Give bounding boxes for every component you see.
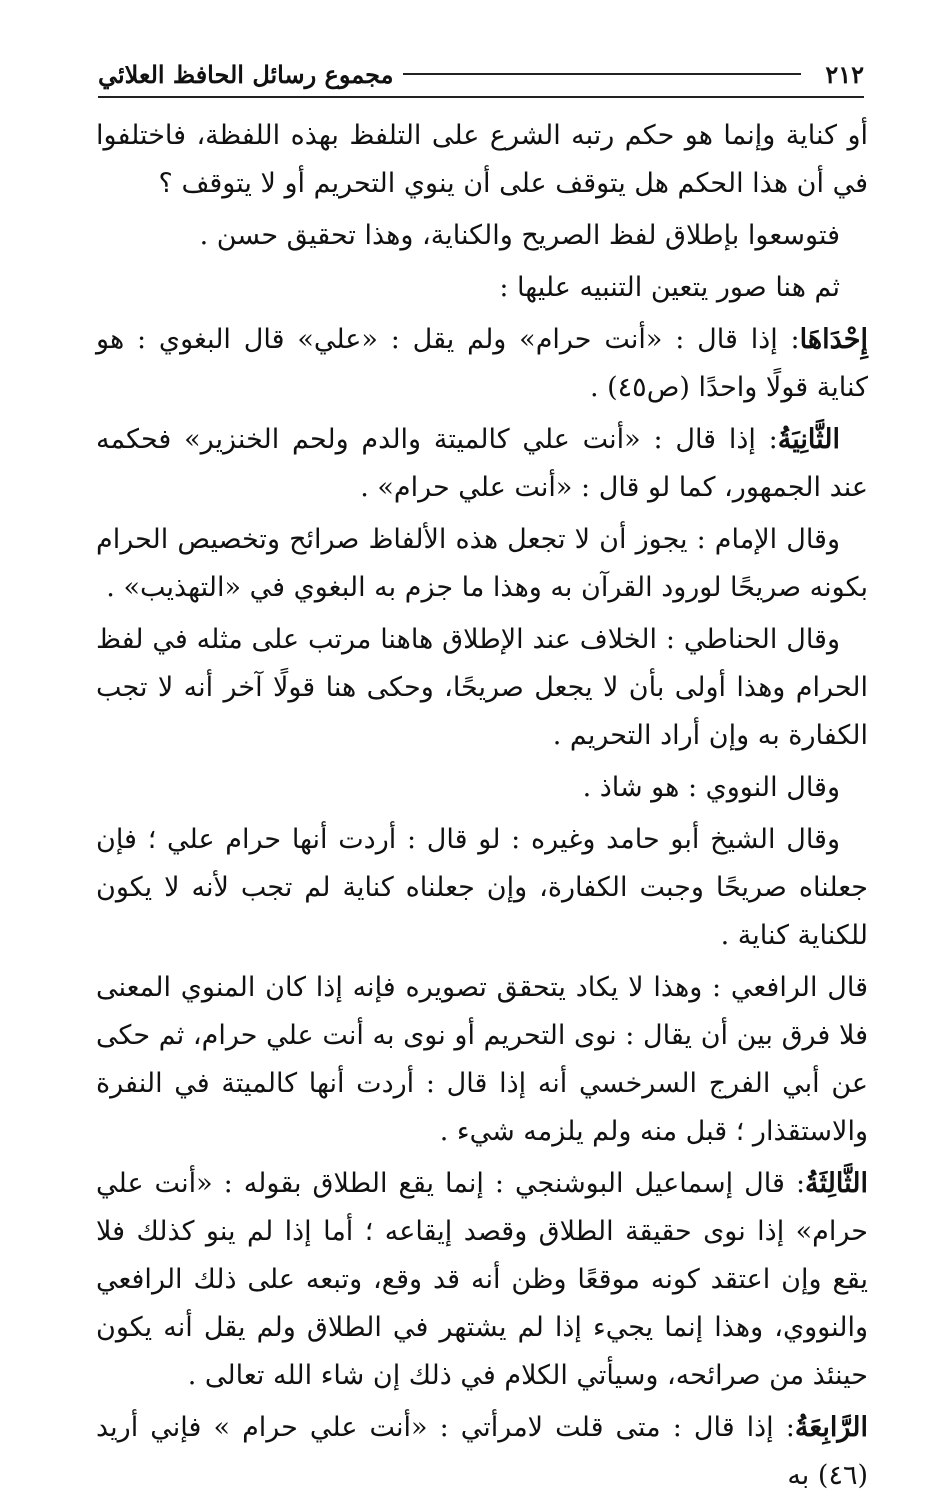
paragraph-text: قال الرافعي : وهذا لا يكاد يتحقق تصويره فإنه إذا كان المنوي المعنى فلا فرق بين أن يقال : نوى التحريم أو نوى به أنت علي حرام، ثم حكى عن أبي الفرج السرخسي أنه إذا قال : أردت أنها كالميتة في النفرة والاستقذار ؛ قبل منه ولم يلزمه شيء . — [96, 972, 868, 1147]
paragraph — [96, 816, 868, 960]
paragraph-lead: الثَّانِيَةُ — [777, 424, 840, 455]
paragraph — [96, 764, 868, 812]
running-header — [98, 52, 864, 98]
paragraph — [96, 1160, 868, 1400]
paragraph — [96, 264, 868, 312]
paragraph-text: : إذا قال : متى قلت لامرأتي : «أنت علي حرام » فإني أريد (٤٦) به — [96, 1412, 868, 1491]
page-number: ٢١٢ — [825, 59, 864, 89]
paragraph-text: وقال الحناطي : الخلاف عند الإطلاق هاهنا مرتب على مثله في لفظ الحرام وهذا أولى بأن لا يجعل صريحًا، وحكى هنا قولًا آخر أنه لا تجب الكفارة به وإن أراد التحريم . — [96, 624, 868, 751]
paragraph-text: وقال النووي : هو شاذ . — [582, 772, 840, 803]
paragraph — [96, 616, 868, 760]
page-body — [96, 112, 868, 1504]
paragraph-text: : قال إسماعيل البوشنجي : إنما يقع الطلاق بقوله : «أنت علي حرام» إذا نوى حقيقة الطلاق وقصد إيقاعه ؛ أما إذا لم ينو كذلك فلا يقع وإن اعتقد كونه موقعًا وظن أنه قد وقع، وتبعه على ذلك الرافعي والنووي، وهذا إنما يجيء إذا لم يشتهر في الطلاق ولم يقل أنه يكون حينئذ من صرائحه، وسيأتي الكلام في ذلك إن شاء الله تعالى . — [96, 1168, 868, 1391]
paragraph — [96, 964, 868, 1156]
paragraph-text: وقال الإمام : يجوز أن لا تجعل هذه الألفاظ صرائح وتخصيص الحرام بكونه صريحًا لورود القرآن به وهذا ما جزم به البغوي في «التهذيب» . — [96, 524, 868, 603]
paragraph — [96, 516, 868, 612]
paragraph — [96, 112, 868, 208]
paragraph-lead: الثَّالِثَةُ — [805, 1168, 868, 1199]
paragraph — [96, 212, 868, 260]
paragraph-text: ثم هنا صور يتعين التنبيه عليها : — [499, 272, 840, 303]
paragraph — [96, 416, 868, 512]
paragraph-text: أو كناية وإنما هو حكم رتبه الشرع على التلفظ بهذه اللفظة، فاختلفوا في أن هذا الحكم هل يتوقف على أن ينوي التحريم أو لا يتوقف ؟ — [96, 120, 868, 199]
paragraph-text: : إذا قال : «أنت حرام» ولم يقل : «علي» قال البغوي : هو كناية قولًا واحدًا (ص٤٥) . — [96, 324, 868, 403]
paragraph-text: : إذا قال : «أنت علي كالميتة والدم ولحم الخنزير» فحكمه عند الجمهور، كما لو قال : «أنت علي حرام» . — [96, 424, 868, 503]
header-rule — [403, 73, 801, 75]
paragraph-text: فتوسعوا بإطلاق لفظ الصريح والكناية، وهذا تحقيق حسن . — [199, 220, 840, 251]
paragraph-lead: إِحْدَاهَا — [799, 324, 868, 355]
paragraph — [96, 1404, 868, 1500]
book-title: مجموع رسائل الحافظ العلائي — [98, 59, 394, 89]
paragraph-text: وقال الشيخ أبو حامد وغيره : لو قال : أردت أنها حرام علي ؛ فإن جعلناه صريحًا وجبت الكفارة، وإن جعلناه كناية لم تجب لأنه لا يكون للكناية كناية . — [96, 824, 868, 951]
paragraph-lead: الرَّابِعَةُ — [794, 1412, 868, 1443]
paragraph — [96, 316, 868, 412]
